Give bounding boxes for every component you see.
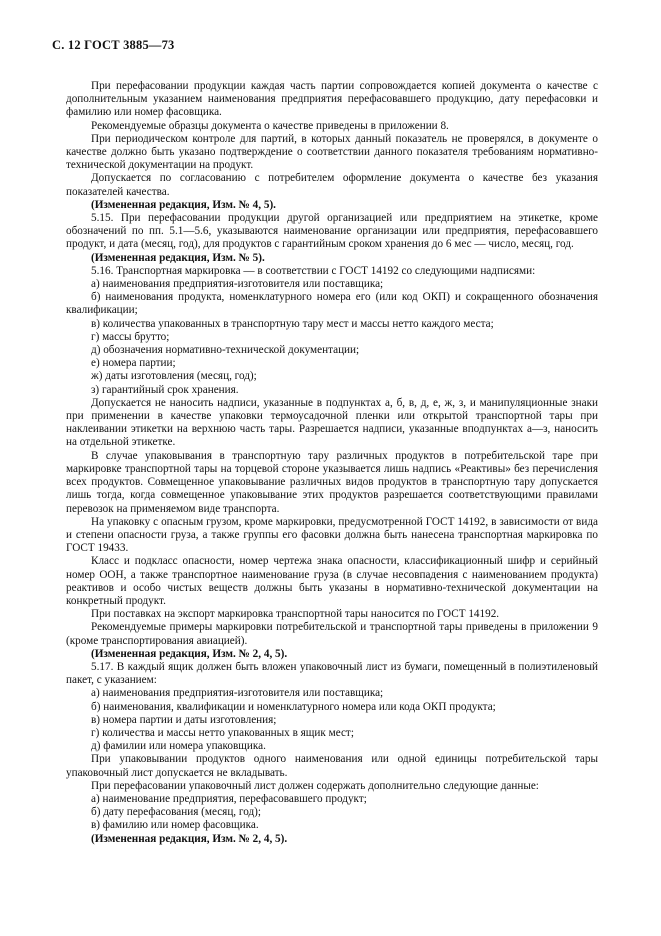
paragraph: г) массы брутто; [91, 330, 170, 343]
paragraph: При перефасовании упаковочный лист должен содержать дополнительно следующие данные: [91, 779, 539, 792]
paragraph: 5.15. При перефасовании продукции другой организацией или предприятием на этикетке, кроме обозначений по пп. 5.1—5.6, указываются наименование организации или предприятия, перефасовавшего продукт, и дата (месяц, год), для продуктов с гарантийным сроком хранения до 6 мес — число, месяц, год. [66, 212, 598, 251]
paragraph: з) гарантийный срок хранения. [91, 383, 239, 396]
amendment-note: (Измененная редакция, Изм. № 2, 4, 5). [91, 832, 288, 845]
paragraph: а) наименование предприятия, перефасовавшего продукт; [91, 792, 367, 805]
paragraph: в) номера партии и даты изготовления; [91, 713, 277, 726]
paragraph: В случае упаковывания в транспортную тару различных продуктов в потребительской таре при маркировке транспортной тары на торцевой стороне указывается лишь надпись «Реактивы» без перечисления всех продуктов. Совмещенное упаковывание различных видов продуктов в транспортную тару допускается лишь тогда, когда совмещенное упаковывание этих продуктов разрешается соответствующими правилами перевозок на применяемом виде транспорта. [66, 449, 598, 515]
paragraph: При перефасовании продукции каждая часть партии сопровождается копией документа о качестве с дополнительным указанием наименования предприятия перефасовавшего продукцию, дату перефасовки и фамилию или номер фасовщика. [66, 80, 598, 119]
paragraph: Класс и подкласс опасности, номер чертежа знака опасности, классификационный шифр и серийный номер ООН, а также транспортное наименование груза (в случае несовпадения с наименованием продукта) реактивов и особо чистых веществ должны быть указаны в нормативно-технической документации на конкретный продукт. [66, 555, 598, 607]
paragraph: в) количества упакованных в транспортную тару мест и массы нетто каждого места; [91, 317, 494, 330]
document-body [66, 80, 598, 846]
paragraph: Рекомендуемые примеры маркировки потребительской и транспортной тары приведены в приложении 9 (кроме транспортирования авиацией). [66, 621, 598, 647]
paragraph: При поставках на экспорт маркировка транспортной тары наносится по ГОСТ 14192. [91, 608, 500, 621]
paragraph: д) обозначения нормативно-технической документации; [91, 344, 360, 357]
paragraph: Рекомендуемые образцы документа о качестве приведены в приложении 8. [91, 119, 449, 132]
paragraph: г) количества и массы нетто упакованных в ящик мест; [91, 726, 354, 739]
paragraph: б) наименования, квалификации и номенклатурного номера или кода ОКП продукта; [91, 700, 496, 713]
paragraph: е) номера партии; [91, 357, 176, 370]
paragraph: При упаковывании продуктов одного наименования или одной единицы потребительской тары упаковочный лист допускается не вкладывать. [66, 753, 598, 779]
paragraph: б) наименования продукта, номенклатурного номера его (или код ОКП) и сокращенного обозначения квалификации; [66, 291, 598, 317]
paragraph: На упаковку с опасным грузом, кроме маркировки, предусмотренной ГОСТ 14192, в зависимости от вида и степени опасности груза, а также группы его фасовки должна быть нанесена транспортная маркировка по ГОСТ 19433. [66, 515, 598, 555]
paragraph: в) фамилию или номер фасовщика. [91, 819, 259, 832]
paragraph: 5.16. Транспортная маркировка — в соответствии с ГОСТ 14192 со следующими надписями: [91, 264, 536, 277]
paragraph: б) дату перефасования (месяц, год); [91, 806, 262, 819]
amendment-note: (Измененная редакция, Изм. № 4, 5). [91, 198, 276, 211]
paragraph: д) фамилии или номера упаковщика. [91, 740, 266, 753]
page-header: С. 12 ГОСТ 3885—73 [52, 38, 175, 52]
paragraph: Допускается не наносить надписи, указанные в подпунктах а, б, в, д, е, ж, з, и манипуляционные знаки при применении в качестве упаковки термоусадочной пленки или открытой транспортной тары при наклеивании этикетки на верхнюю часть тары. Разрешается надписи, указанные вподпунктах а—з, наносить на отдельной этикетке. [66, 396, 598, 449]
paragraph: 5.17. В каждый ящик должен быть вложен упаковочный лист из бумаги, помещенный в полиэтиленовый пакет, с указанием: [66, 660, 598, 687]
paragraph: а) наименования предприятия-изготовителя или поставщика; [91, 278, 384, 291]
amendment-note: (Измененная редакция, Изм. № 2, 4, 5). [91, 647, 288, 660]
paragraph: а) наименования предприятия-изготовителя или поставщика; [91, 687, 384, 700]
amendment-note: (Измененная редакция, Изм. № 5). [91, 251, 265, 264]
paragraph: ж) даты изготовления (месяц, год); [91, 370, 257, 383]
paragraph: При периодическом контроле для партий, в которых данный показатель не проверялся, в документе о качестве должно быть указано подтверждение о соответствии данного показателя требованиям нормативно-технической документации на продукт. [66, 132, 598, 172]
paragraph: Допускается по согласованию с потребителем оформление документа о качестве без указания показателей качества. [66, 172, 598, 198]
